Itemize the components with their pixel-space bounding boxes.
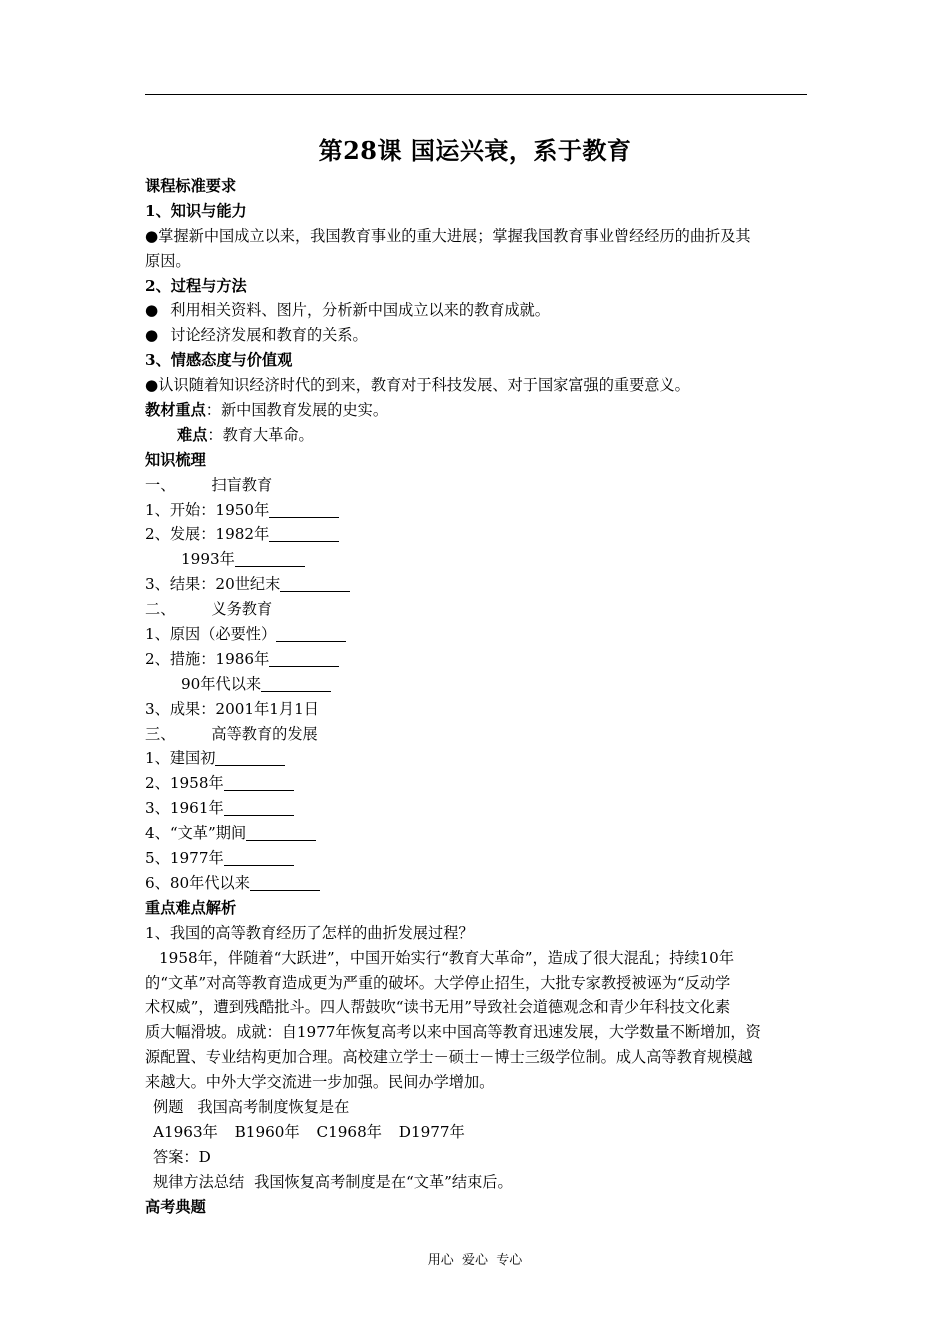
difficulty-label: 难点 [177,425,208,444]
option-d: D1977年 [398,1122,465,1141]
blank-line [246,824,316,841]
summary-label: 规律方法总结 [153,1172,245,1191]
exam-heading: 高考典题 [145,1197,206,1216]
blank-line [250,874,320,891]
answer-line: 答案：D [153,1147,211,1166]
analysis-line: 的“文革”对高等教育造成更为严重的破坏。大学停止招生，大批专家教授被诬为“反动学 [145,973,731,992]
s2-item-2: ● 讨论经济发展和教育的关系。 [145,326,368,345]
bullet-icon: ● [145,326,159,345]
sec3-heading: 三、 高等教育的发展 [145,724,318,743]
example-label: 例题 [153,1097,184,1116]
page-title: 第28课 国运兴衰，系于教育 [318,136,632,165]
analysis-heading: 重点难点解析 [145,898,237,917]
header-rule [145,94,807,95]
fill-item: 1、开始：1950年 [145,498,807,523]
knowledge-heading: 知识梳理 [145,450,206,469]
fill-item: 90年代以来 [145,672,807,697]
sec1-heading: 一、 扫盲教育 [145,475,273,494]
sec2-heading: 二、 义务教育 [145,600,273,619]
option-c: C1968年 [316,1122,382,1141]
blank-line [261,675,331,692]
blank-line [280,575,350,592]
focus-label: 教材重点 [145,401,206,420]
s3-item-1: ●认识随着知识经济时代的到来，教育对于科技发展、对于国家富强的重要意义。 [145,376,690,395]
analysis-line: 1958年，伴随着“大跃进”，中国开始实行“教育大革命”，造成了很大混乱；持续10年 [159,948,735,967]
option-a: A1963年 [153,1122,218,1141]
fill-item: 1993年 [145,547,807,572]
s2-item-1: ● 利用相关资料、图片，分析新中国成立以来的教育成就。 [145,301,550,320]
fill-item: 4、“文革”期间 [145,821,807,846]
example-line: 例题 我国高考制度恢复是在 [153,1097,350,1116]
blank-line [224,774,294,791]
focus-line: 教材重点：新中国教育发展的史实。 [145,401,388,420]
analysis-line: 术权威”，遭到残酷批斗。四人帮鼓吹“读书无用”导致社会道德观念和青少年科技文化素 [145,998,731,1017]
section-process-method: 2、过程与方法 [145,276,247,295]
section-knowledge-ability: 1、知识与能力 [145,201,247,220]
fill-item: 3、1961年 [145,796,807,821]
s1-item-line1: ●掌握新中国成立以来，我国教育事业的重大进展；掌握我国教育事业曾经经历的曲折及其 [145,226,751,245]
fill-item: 1、建国初 [145,746,807,771]
document-body [145,174,807,1219]
fill-item: 2、措施：1986年 [145,647,807,672]
bullet-icon: ● [145,301,159,320]
analysis-line: 质大幅滑坡。成就：自1977年恢复高考以来中国高等教育迅速发展，大学数量不断增加，资 [145,1023,761,1042]
section-attitude-values: 3、情感态度与价值观 [145,351,293,370]
summary-line: 规律方法总结 我国恢复高考制度是在“文革”结束后。 [153,1172,513,1191]
difficulty-line: 难点：教育大革命。 [177,425,314,444]
fill-item: 2、发展：1982年 [145,522,807,547]
blank-line [269,525,339,542]
fill-item: 2、1958年 [145,771,807,796]
fill-item: 5、1977年 [145,846,807,871]
options-line [145,1120,807,1145]
s1-item-line2: 原因。 [145,251,191,270]
fill-item: 1、原因（必要性） [145,622,807,647]
analysis-line: 源配置、专业结构更加合理。高校建立学士－硕士－博士三级学位制。成人高等教育规模越 [145,1048,753,1067]
blank-line [269,650,339,667]
analysis-question: 1、我国的高等教育经历了怎样的曲折发展过程？ [145,923,474,942]
blank-line [215,749,285,766]
option-b: B1960年 [234,1122,300,1141]
standards-heading: 课程标准要求 [145,177,237,195]
page-footer: 用心 爱心 专心 [427,1253,523,1268]
blank-line [235,550,305,567]
blank-line [276,625,346,642]
blank-line [224,849,294,866]
blank-line [224,799,294,816]
analysis-line: 来越大。中外大学交流进一步加强。民间办学增加。 [145,1073,495,1092]
fill-item: 3、结果：20世纪末 [145,572,807,597]
blank-line [269,501,339,518]
list-item: 3、成果：2001年1月1日 [145,699,319,718]
fill-item: 6、80年代以来 [145,871,807,896]
